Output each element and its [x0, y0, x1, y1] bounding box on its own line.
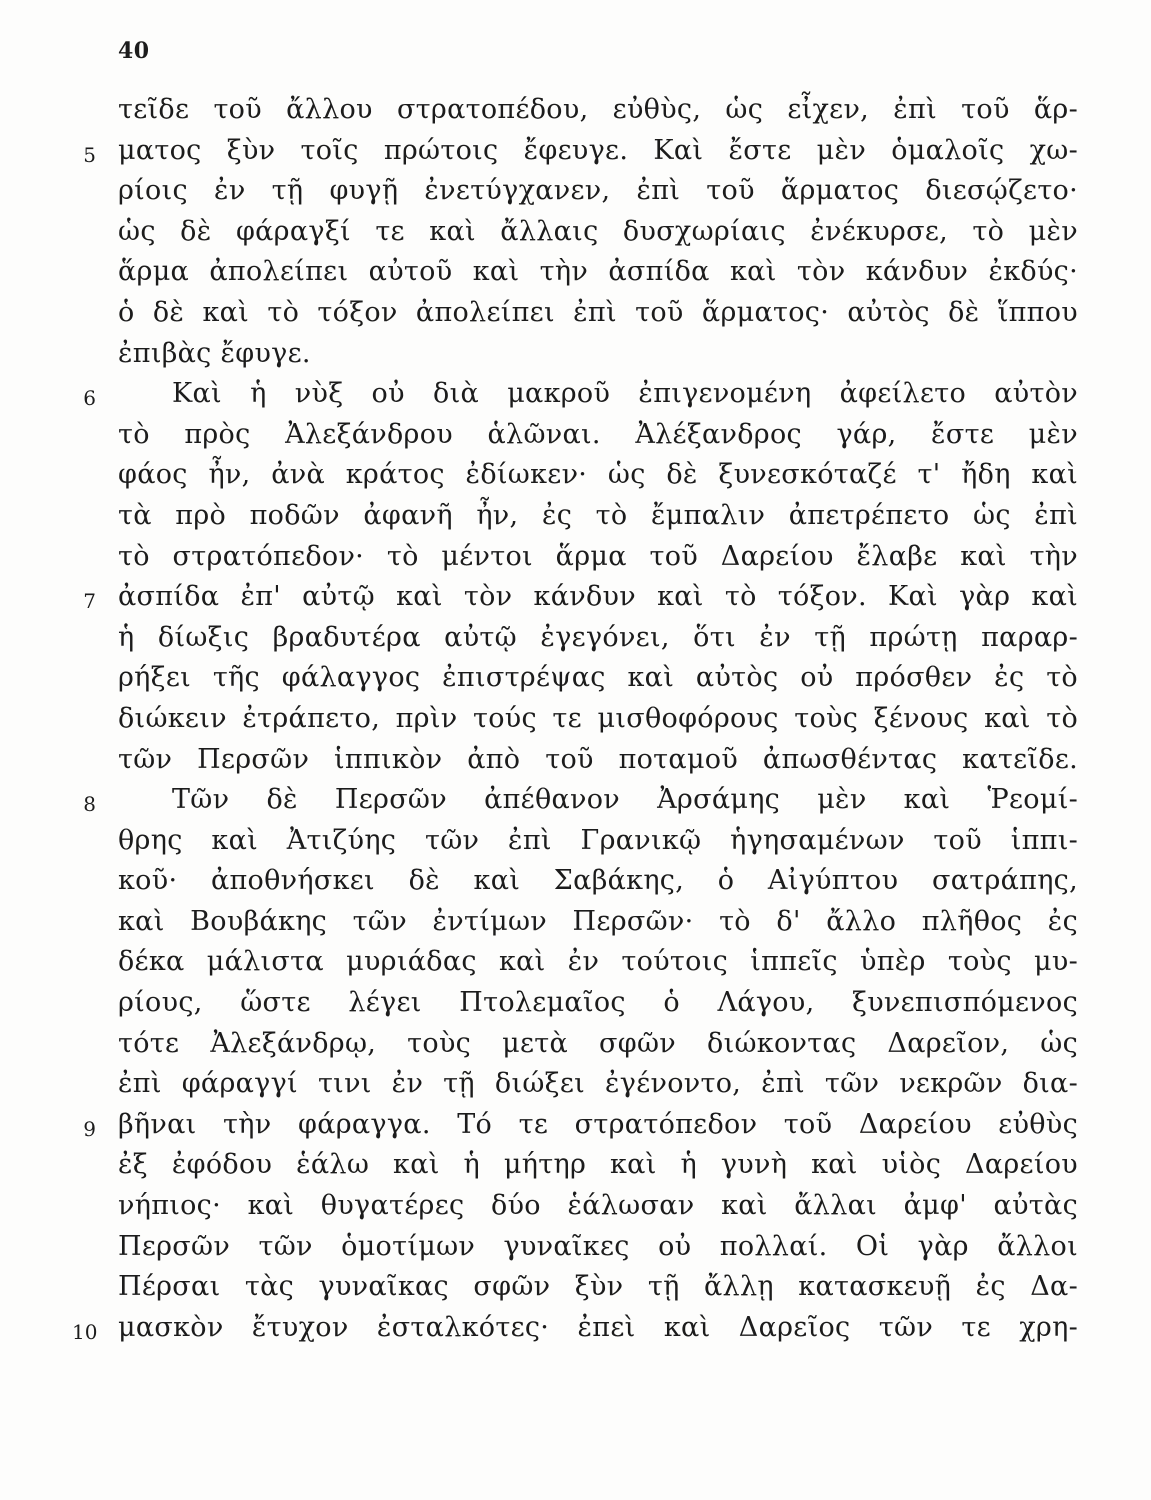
line-text: ἀσπίδα ἐπ' αὐτῷ καὶ τὸν κάνδυν καὶ τὸ τόξον. Καὶ γὰρ καὶ	[118, 581, 1078, 613]
text-line	[0, 1227, 1151, 1268]
text-line	[0, 537, 1151, 578]
text-line	[0, 699, 1151, 740]
line-text: τότε Ἀλεξάνδρῳ, τοὺς μετὰ σφῶν διώκοντας Δαρεῖον, ὡς	[118, 1027, 1078, 1059]
line-text: ρίους, ὥστε λέγει Πτολεμαῖος ὁ Λάγου, ξυνεπισπόμενος	[118, 987, 1078, 1019]
text-line	[0, 1064, 1151, 1105]
section-number: 9	[83, 1116, 96, 1141]
line-text: ἐπὶ φάραγγί τινι ἐν τῇ διώξει ἐγένοντο, ἐπὶ τῶν νεκρῶν δια-	[118, 1068, 1078, 1100]
section-number: 6	[83, 386, 96, 411]
text-line	[0, 618, 1151, 659]
line-text: ἐπιβὰς ἔφυγε.	[118, 337, 311, 369]
page-number: 40	[118, 38, 150, 64]
line-text: τεῖδε τοῦ ἄλλου στρατοπέδου, εὐθὺς, ὡς εἶχεν, ἐπὶ τοῦ ἅρ-	[118, 94, 1078, 125]
line-text: ὁ δὲ καὶ τὸ τόξον ἀπολείπει ἐπὶ τοῦ ἅρματος· αὐτὸς δὲ ἵππου	[118, 296, 1078, 328]
line-text: νήπιος· καὶ θυγατέρες δύο ἑάλωσαν καὶ ἄλλαι ἀμφ' αὐτὰς	[118, 1190, 1078, 1222]
line-text: ἅρμα ἀπολείπει αὐτοῦ καὶ τὴν ἀσπίδα καὶ τὸν κάνδυν ἐκδύς·	[118, 256, 1078, 288]
text-line	[0, 983, 1151, 1024]
line-text: ματος ξὺν τοῖς πρώτοις ἔφευγε. Καὶ ἔστε μὲν ὁμαλοῖς χω-	[118, 134, 1078, 166]
section-number: 10	[72, 1319, 98, 1344]
line-text: Καὶ ἡ νὺξ οὐ διὰ μακροῦ ἐπιγενομένη ἀφείλετο αὐτὸν	[172, 378, 1078, 410]
line-text: Πέρσαι τὰς γυναῖκας σφῶν ξὺν τῇ ἄλλῃ κατασκευῇ ἐς Δα-	[118, 1271, 1078, 1303]
line-text: καὶ Βουβάκης τῶν ἐντίμων Περσῶν· τὸ δ' ἄλλο πλῆθος ἐς	[118, 905, 1078, 937]
text-line	[0, 496, 1151, 537]
line-text: ὡς δὲ φάραγξί τε καὶ ἄλλαις δυσχωρίαις ἐνέκυρσε, τὸ μὲν	[118, 215, 1078, 247]
line-text: ρίοις ἐν τῇ φυγῇ ἐνετύγχανεν, ἐπὶ τοῦ ἅρματος διεσῴζετο·	[118, 175, 1078, 207]
text-line	[0, 942, 1151, 983]
line-text: τὸ στρατόπεδον· τὸ μέντοι ἅρμα τοῦ Δαρείου ἔλαβε καὶ τὴν	[118, 540, 1078, 572]
text-line	[0, 90, 1151, 131]
section-number: 7	[83, 589, 96, 614]
line-text: τῶν Περσῶν ἱππικὸν ἀπὸ τοῦ ποταμοῦ ἀπωσθέντας κατεῖδε.	[118, 743, 1078, 775]
text-line	[0, 252, 1151, 293]
text-line	[0, 1145, 1151, 1186]
text-line	[0, 740, 1151, 781]
text-line	[0, 821, 1151, 862]
text-line	[0, 1186, 1151, 1227]
section-number: 5	[83, 142, 96, 167]
text-line	[0, 577, 1151, 618]
text-line	[0, 1308, 1151, 1349]
text-line	[0, 131, 1151, 172]
line-text: τὰ πρὸ ποδῶν ἀφανῆ ἦν, ἐς τὸ ἔμπαλιν ἀπετρέπετο ὡς ἐπὶ	[118, 499, 1078, 531]
line-text: ἐξ ἐφόδου ἑάλω καὶ ἡ μήτηρ καὶ ἡ γυνὴ καὶ υἱὸς Δαρείου	[118, 1149, 1078, 1181]
line-text: φάος ἦν, ἀνὰ κράτος ἐδίωκεν· ὡς δὲ ξυνεσκόταζέ τ' ἤδη καὶ	[118, 459, 1078, 491]
main-text	[0, 90, 1151, 1348]
text-line	[0, 780, 1151, 821]
text-line	[0, 293, 1151, 334]
line-text: θρης καὶ Ἀτιζύης τῶν ἐπὶ Γρανικῷ ἡγησαμένων τοῦ ἱππι-	[118, 824, 1078, 856]
text-line	[0, 861, 1151, 902]
line-text: δέκα μάλιστα μυριάδας καὶ ἐν τούτοις ἱππεῖς ὑπὲρ τοὺς μυ-	[118, 946, 1078, 978]
line-text: τὸ πρὸς Ἀλεξάνδρου ἁλῶναι. Ἀλέξανδρος γάρ, ἔστε μὲν	[118, 418, 1078, 450]
text-line	[0, 658, 1151, 699]
line-text: βῆναι τὴν φάραγγα. Τό τε στρατόπεδον τοῦ Δαρείου εὐθὺς	[118, 1108, 1078, 1140]
line-text: διώκειν ἐτράπετο, πρὶν τούς τε μισθοφόρους τοὺς ξένους καὶ τὸ	[118, 702, 1078, 734]
line-text: Περσῶν τῶν ὁμοτίμων γυναῖκες οὐ πολλαί. Οἱ γὰρ ἄλλοι	[118, 1230, 1078, 1262]
text-line	[0, 1105, 1151, 1146]
text-line	[0, 374, 1151, 415]
text-line	[0, 334, 1151, 375]
line-text: κοῦ· ἀποθνήσκει δὲ καὶ Σαβάκης, ὁ Αἰγύπτου σατράπης,	[118, 865, 1078, 897]
text-line	[0, 171, 1151, 212]
text-line	[0, 212, 1151, 253]
section-number: 8	[83, 792, 96, 817]
text-line	[0, 1024, 1151, 1065]
line-text: μασκὸν ἔτυχον ἐσταλκότες· ἐπεὶ καὶ Δαρεῖος τῶν τε χρη-	[118, 1311, 1078, 1343]
line-text: ἡ δίωξις βραδυτέρα αὐτῷ ἐγεγόνει, ὅτι ἐν τῇ πρώτῃ παραρ-	[118, 621, 1078, 653]
text-line	[0, 902, 1151, 943]
line-text: Τῶν δὲ Περσῶν ἀπέθανον Ἀρσάμης μὲν καὶ Ῥεομί-	[172, 784, 1078, 816]
text-line	[0, 415, 1151, 456]
text-line	[0, 455, 1151, 496]
text-line	[0, 1267, 1151, 1308]
line-text: ρήξει τῆς φάλαγγος ἐπιστρέψας καὶ αὐτὸς οὐ πρόσθεν ἐς τὸ	[118, 662, 1078, 694]
